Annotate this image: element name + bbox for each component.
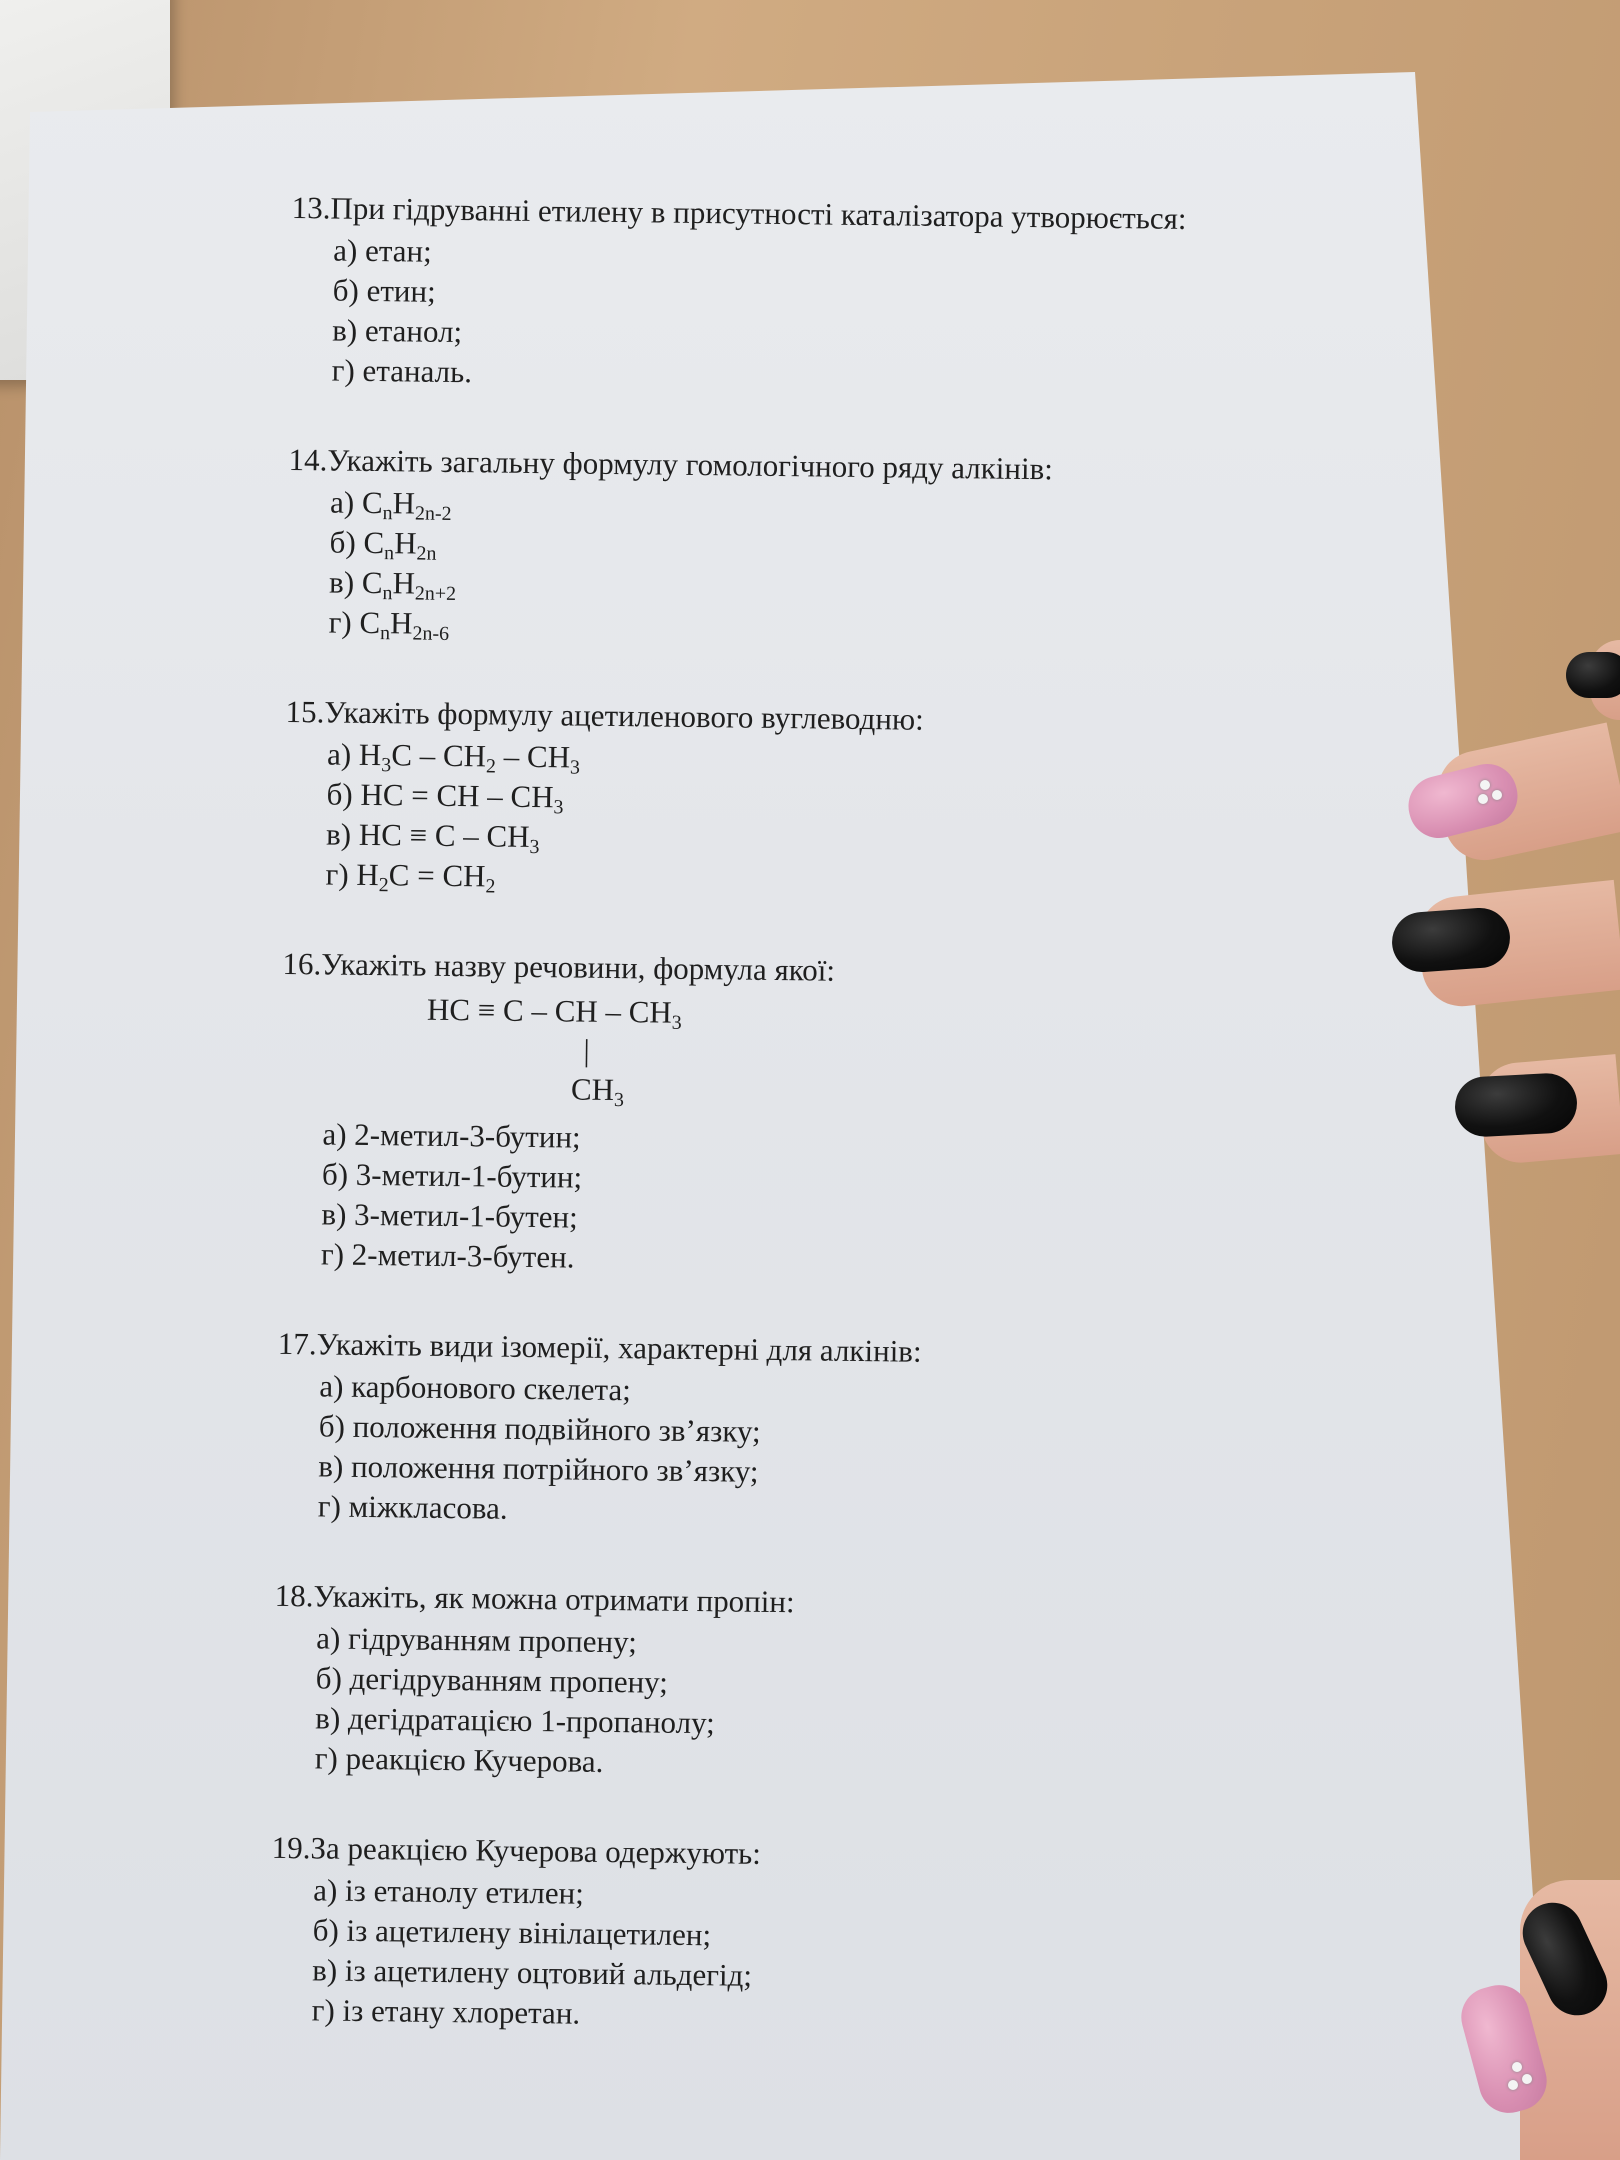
nail-gem: [1480, 780, 1490, 790]
question-title: 19.За реакцією Кучерова одержують:: [271, 1829, 762, 1871]
answer-option: г) етаналь.: [331, 352, 473, 390]
question-title: 13.При гідруванні етилену в присутності каталізатора утворюється:: [291, 189, 1187, 236]
answer-options: [325, 734, 1285, 906]
answer-option: в) HC ≡ C – $CH_3$: [325, 816, 540, 859]
answer-option: а) 2-метил-3-бутин;: [322, 1116, 581, 1155]
worksheet-content: [269, 188, 1292, 2092]
answer-options: [318, 1366, 1278, 1538]
question-title: 15.Укажіть формулу ацетиленового вуглеводню:: [285, 693, 924, 737]
answer-option: а) карбонового скелета;: [319, 1368, 632, 1408]
answer-option: в) $C_nH_{2n+2}$: [328, 564, 457, 606]
answer-option: в) положення потрійного зв’язку;: [318, 1448, 759, 1489]
answer-options: [328, 482, 1288, 654]
answer-option: б) із ацетилену вінілацетилен;: [312, 1912, 712, 1953]
question-title: 16.Укажіть назву речовини, формула якої:: [282, 945, 836, 988]
answer-option: г) міжкласова.: [317, 1488, 508, 1526]
answer-option: в) із ацетилену оцтовий альдегід;: [312, 1952, 753, 1993]
answer-option: б) положення подвійного зв’язку;: [318, 1408, 761, 1449]
nail-gem: [1492, 790, 1502, 800]
formula-main-chain: HC ≡ C – CH – $CH_3$: [426, 991, 682, 1034]
question-13: [290, 188, 1292, 402]
answer-option: а) $C_nH_{2n-2}$: [329, 484, 452, 525]
question-title: 17.Укажіть види ізомерії, характерні для алкінів:: [277, 1325, 922, 1369]
answer-option: а) етан;: [333, 232, 432, 269]
answer-option: г) 2-метил-3-бутен.: [320, 1236, 575, 1275]
question-17: [276, 1324, 1278, 1538]
answer-option: б) етин;: [332, 272, 436, 309]
answer-options: [332, 231, 1292, 403]
question-18: [273, 1576, 1275, 1790]
answer-option: г) із етану хлоретан.: [311, 1992, 581, 2031]
answer-option: г) $H_2C = CH_2$: [325, 856, 496, 898]
answer-option: б) HC = CH – $CH_3$: [326, 776, 564, 819]
answer-option: б) 3-метил-1-бутин;: [321, 1156, 583, 1195]
question-16: [279, 944, 1283, 1286]
answer-option: б) дегідруванням пропену;: [315, 1660, 669, 1700]
question-title: 14.Укажіть загальну формулу гомологічного ряду алкінів:: [288, 441, 1054, 487]
answer-option: а) із етанолу етилен;: [312, 1872, 585, 1911]
question-14: [286, 440, 1288, 654]
nail-gem: [1512, 2062, 1522, 2072]
answer-option: а) $H_3C - CH_2 - CH_3$: [326, 736, 581, 779]
nail-black: [1390, 906, 1512, 974]
answer-option: б) $C_nH_{2n}$: [329, 524, 437, 565]
structural-formula: [426, 990, 1282, 1118]
formula-branch: $CH_3$: [570, 1071, 625, 1112]
question-19: [269, 1828, 1271, 2042]
answer-option: в) 3-метил-1-бутен;: [321, 1196, 578, 1235]
nail-gem: [1478, 794, 1488, 804]
question-title: 18.Укажіть, як можна отримати пропін:: [274, 1577, 795, 1620]
answer-options: [321, 1114, 1281, 1286]
answer-option: в) дегідратацією 1-пропанолу;: [315, 1700, 716, 1741]
answer-option: г) реакцією Кучерова.: [314, 1740, 604, 1779]
answer-option: в) етанол;: [332, 312, 463, 350]
answer-options: [311, 1870, 1271, 2042]
question-15: [283, 692, 1285, 906]
nail-black: [1566, 652, 1620, 698]
answer-option: г) $C_nH_{2n-6}$: [328, 604, 450, 645]
answer-option: а) гідруванням пропену;: [316, 1620, 638, 1660]
nail-gem: [1508, 2080, 1518, 2090]
nail-black: [1454, 1072, 1579, 1138]
nail-gem: [1522, 2074, 1532, 2084]
formula-bond: |: [583, 1032, 590, 1068]
answer-options: [315, 1618, 1275, 1790]
